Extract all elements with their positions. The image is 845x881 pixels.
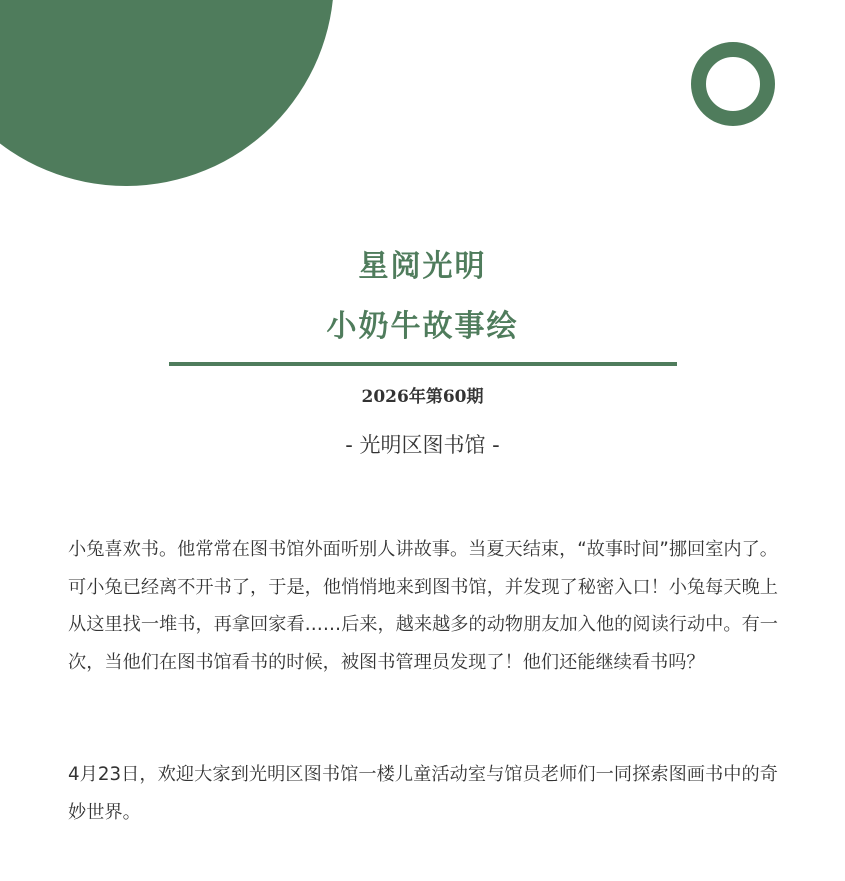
page-title: 星阅光明 (358, 249, 487, 284)
decorative-ring (691, 42, 775, 126)
issue-number: 2026年第60期 (361, 387, 484, 407)
story-paragraph: 小兔喜欢书。他常常在图书馆外面听别人讲故事。当夏天结束，“故事时间”挪回室内了。可小兔已经离不开书了，于是，他悄悄地来到图书馆，并发现了秘密入口！小兔每天晚上从这里找一堆书，再拿回家看……后来，越来越多的动物朋友加入他的阅读行动中。有一次，当他们在图书馆看书的时候，被图书管理员发现了！他们还能继续看书吗？ (68, 539, 778, 673)
page-subtitle: 小奶牛故事绘 (326, 309, 519, 344)
library-name: - 光明区图书馆 - (345, 433, 500, 457)
decorative-circle (0, 0, 334, 186)
event-paragraph: 4月23日，欢迎大家到光明区图书馆一楼儿童活动室与馆员老师们一同探索图画书中的奇妙世界。 (68, 764, 778, 823)
title-divider (169, 362, 677, 366)
